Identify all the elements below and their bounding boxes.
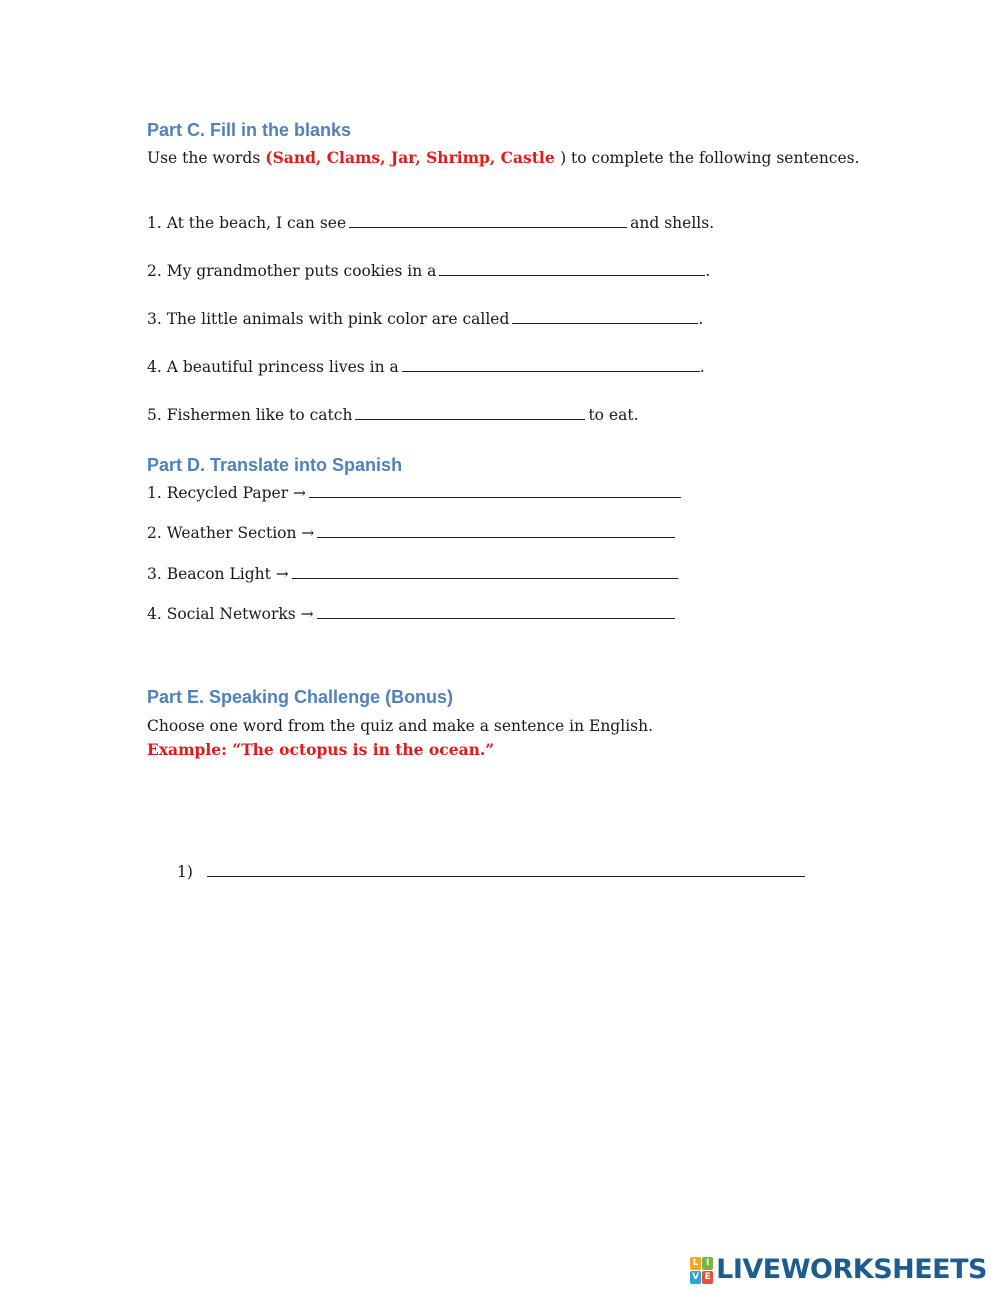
translate-item-1 (147, 483, 684, 503)
translate-item-4-label: 4. Social Networks → (147, 605, 314, 623)
fill-blank-1[interactable] (349, 214, 627, 228)
fill-item-1 (147, 213, 714, 233)
fill-item-2 (147, 261, 710, 281)
fill-item-1-text: 1. At the beach, I can see (147, 214, 347, 232)
translate-item-4 (147, 604, 678, 624)
part-e-heading: Part E. Speaking Challenge (Bonus) (147, 687, 454, 707)
translate-blank-2[interactable] (317, 524, 675, 538)
translate-item-3 (147, 564, 681, 584)
fill-item-3 (147, 309, 703, 329)
translate-item-1-label: 1. Recycled Paper → (147, 484, 307, 502)
logo-tile-l: L (690, 1257, 701, 1270)
logo-tile-i: I (702, 1257, 713, 1270)
logo-icon (690, 1257, 713, 1284)
fill-blank-2[interactable] (439, 262, 705, 276)
logo-text: LIVEWORKSHEETS (716, 1254, 987, 1285)
part-e-example: Example: “The octopus is in the ocean.” (147, 740, 495, 759)
instruction-after: ) to complete the following sentences. (560, 149, 860, 167)
fill-item-5-text: 5. Fishermen like to catch (147, 406, 353, 424)
fill-item-3-after: . (698, 310, 704, 328)
fill-item-5 (147, 405, 639, 425)
fill-blank-3[interactable] (512, 310, 698, 324)
fill-item-4-after: . (699, 358, 705, 376)
fill-item-2-after: . (705, 262, 711, 280)
fill-blank-5[interactable] (355, 406, 585, 420)
translate-item-2-label: 2. Weather Section → (147, 524, 315, 542)
translate-blank-1[interactable] (309, 484, 681, 498)
part-c-instruction (147, 148, 860, 168)
fill-item-4-text: 4. A beautiful princess lives in a (147, 358, 399, 376)
fill-blank-4[interactable] (402, 358, 700, 372)
word-bank: (Sand, Clams, Jar, Shrimp, Castle (265, 148, 561, 167)
logo-tile-e: E (702, 1271, 713, 1284)
translate-blank-4[interactable] (317, 605, 675, 619)
part-c-heading: Part C. Fill in the blanks (147, 120, 352, 140)
speaking-answer-blank[interactable] (207, 863, 805, 877)
fill-item-4 (147, 357, 705, 377)
fill-item-1-after: and shells. (630, 214, 715, 232)
translate-blank-3[interactable] (292, 565, 678, 579)
translate-item-2 (147, 523, 678, 543)
fill-item-2-text: 2. My grandmother puts cookies in a (147, 262, 437, 280)
liveworksheets-logo (690, 1256, 987, 1284)
part-e-instruction: Choose one word from the quiz and make a sentence in English. (147, 717, 654, 735)
speaking-answer-row (177, 862, 808, 882)
answer-number: 1) (177, 863, 193, 881)
logo-tile-v: V (690, 1271, 701, 1284)
fill-item-3-text: 3. The little animals with pink color are called (147, 310, 510, 328)
part-d-heading: Part D. Translate into Spanish (147, 455, 403, 475)
translate-item-3-label: 3. Beacon Light → (147, 565, 289, 583)
fill-item-5-after: to eat. (588, 406, 639, 424)
instruction-before: Use the words (147, 149, 266, 167)
